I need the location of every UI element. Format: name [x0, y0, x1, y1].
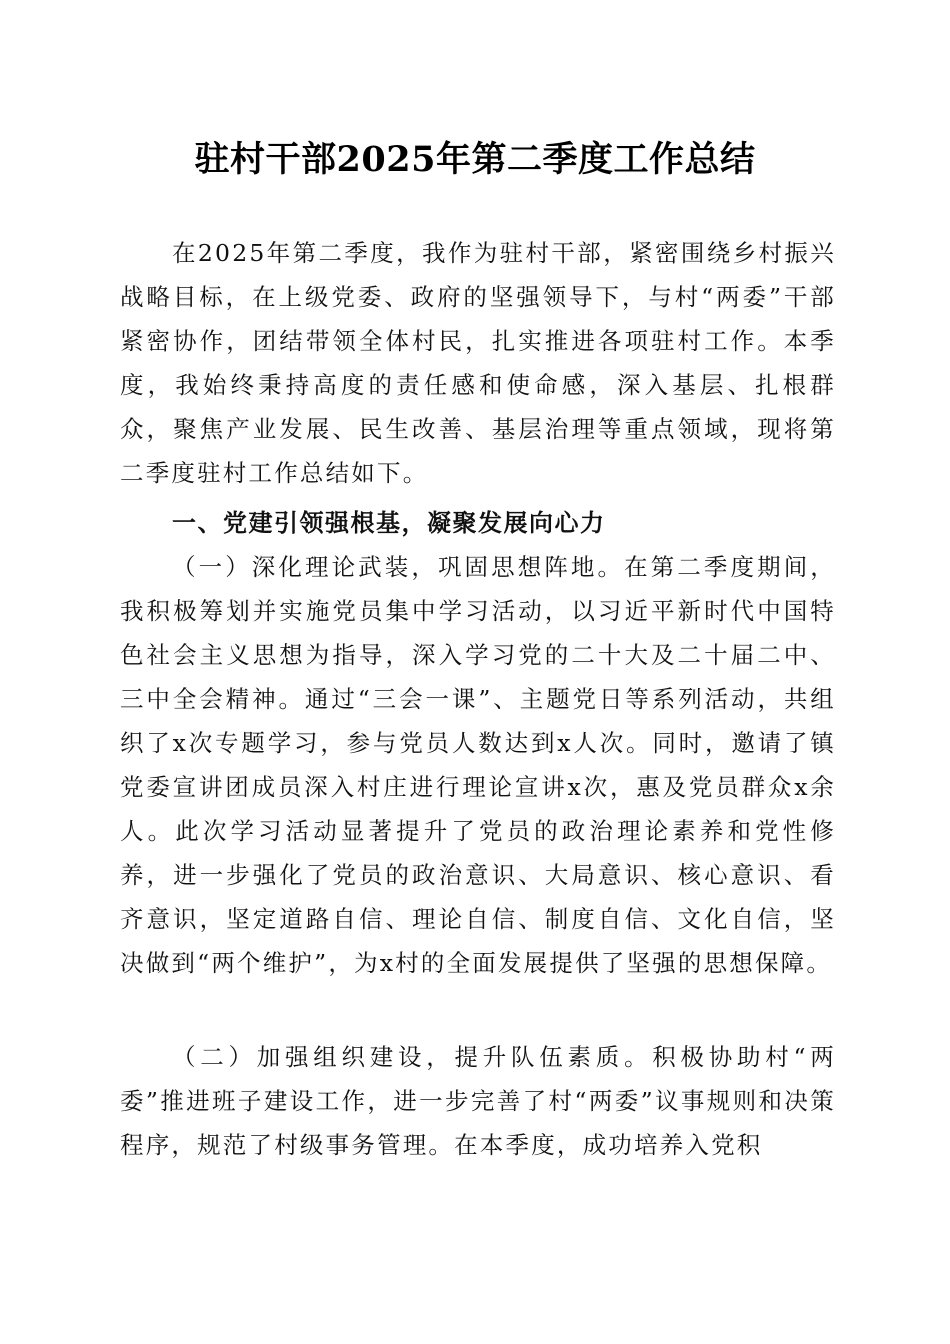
section-item-lead: （二）加强组织建设，提升队伍素质。 — [172, 1043, 653, 1071]
section-item-text: 在第二季度期间，我积极筹划并实施党员集中学习活动，以习近平新时代中国特色社会主义思想为指导，深入学习党的二十大及二十届二中、三中全会精神。通过“三会一课”、主题党日等系列活动，共组织了x次专题学习，参与党员人数达到x人次。同时，邀请了镇党委宣讲团成员深入村庄进行理论宣讲x次，惠及党员群众x余人。此次学习活动显著提升了党员的政治理论素养和党性修养，进一步强化了党员的政治意识、大局意识、核心意识、看齐意识，坚定道路自信、理论自信、制度自信、文化自信，坚决做到“两个维护”，为x村的全面发展提供了坚强的思想保障。 — [120, 553, 836, 977]
document-title: 驻村干部2025年第二季度工作总结 — [194, 139, 756, 180]
section-item-paragraph — [120, 545, 836, 985]
section-item-paragraph — [120, 1035, 836, 1167]
intro-paragraph: 在2025年第二季度，我作为驻村干部，紧密围绕乡村振兴战略目标，在上级党委、政府的坚强领导下，与村“两委”干部紧密协作，团结带领全体村民，扎实推进各项驻村工作。本季度，我始终秉持高度的责任感和使命感，深入基层、扎根群众，聚焦产业发展、民生改善、基层治理等重点领域，现将第二季度驻村工作总结如下。 — [120, 239, 836, 487]
section-item-text: 积极协助村“两委”推进班子建设工作，进一步完善了村“两委”议事规则和决策程序，规范了村级事务管理。在本季度，成功培养入党积 — [120, 1043, 836, 1159]
section-item-lead: （一）深化理论武装，巩固思想阵地。 — [172, 553, 625, 581]
section-heading: 一、党建引领强根基，凝聚发展向心力 — [172, 509, 606, 537]
